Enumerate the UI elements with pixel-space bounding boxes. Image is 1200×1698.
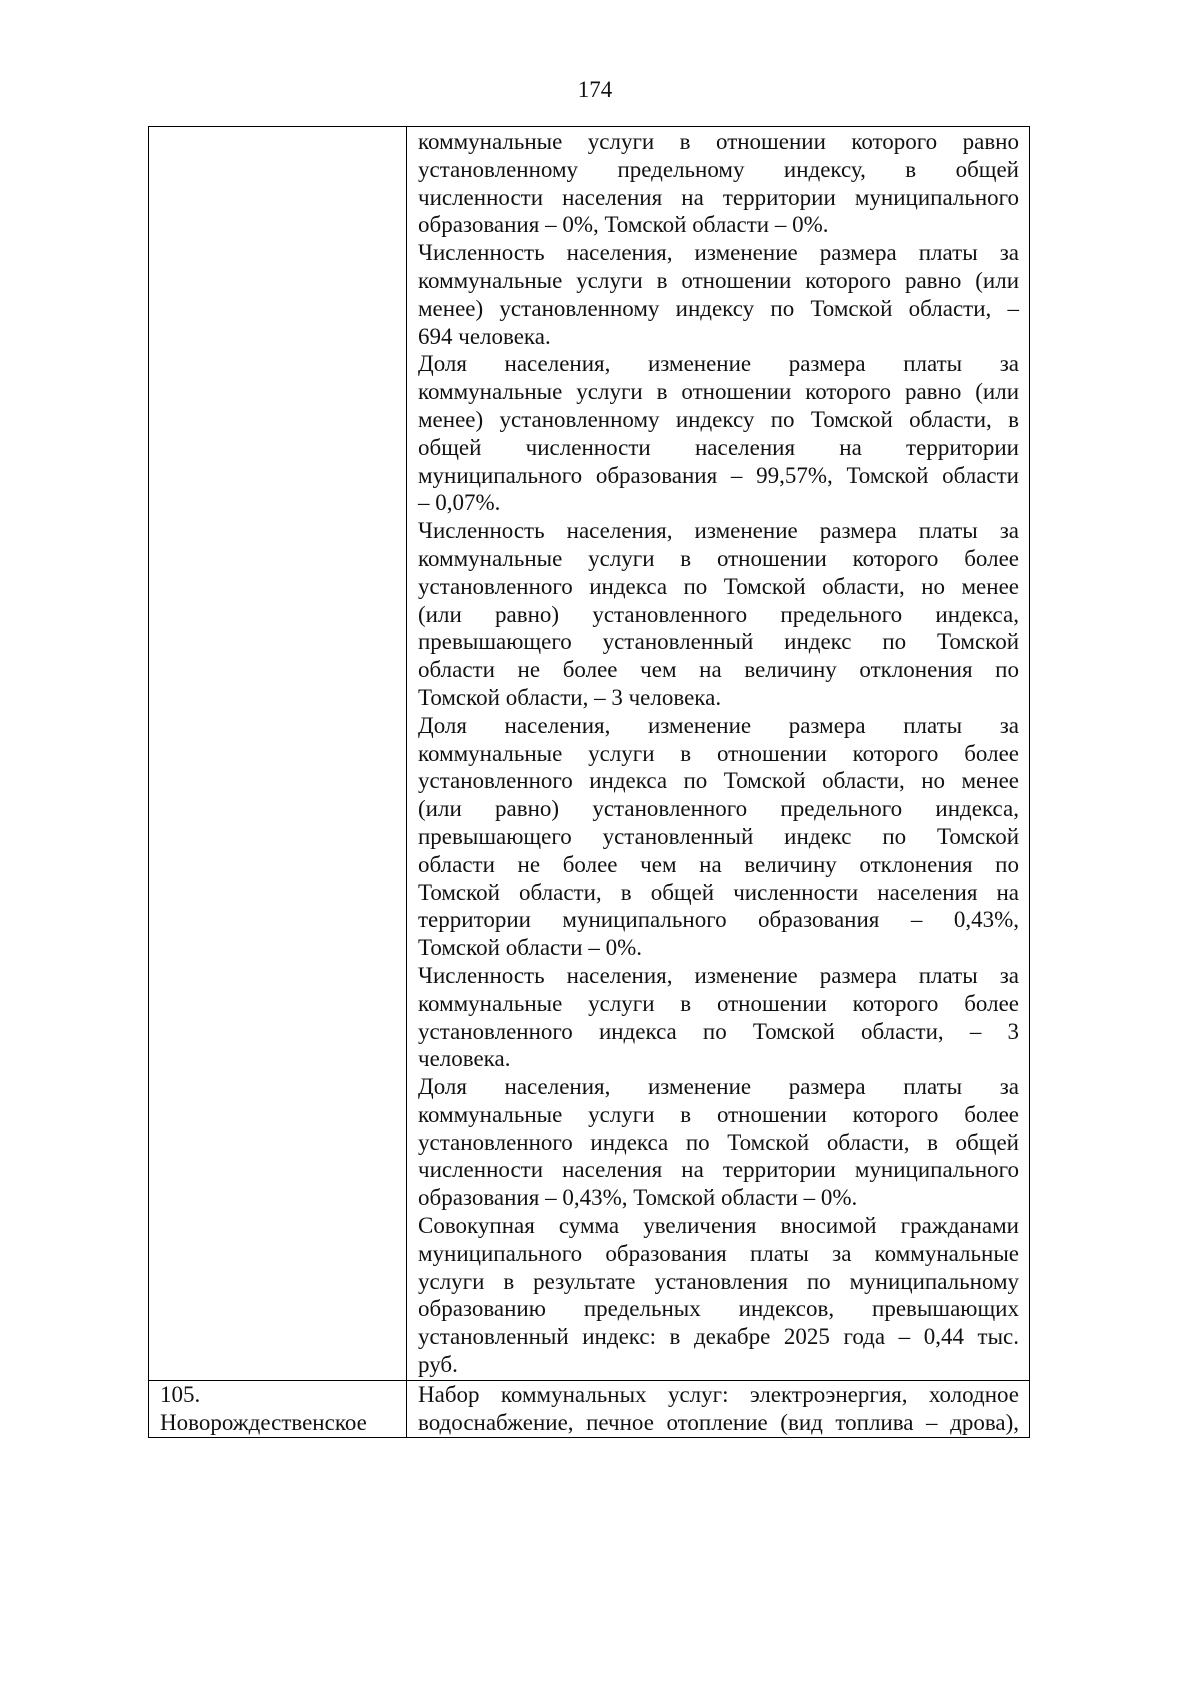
text-line: области не более чем на величину отклонения по: [418, 851, 1019, 877]
text-line: водоснабжение, печное отопление (вид топлива – дрова),: [418, 1409, 1019, 1435]
text-line: (или равно) установленного предельного индекса,: [418, 796, 1019, 822]
text-line: Численность населения, изменение размера платы за: [418, 240, 1019, 266]
text-line: коммунальные услуги в отношении которого более: [418, 1101, 1019, 1127]
text-line: превышающего установленный индекс по Томской: [418, 823, 1019, 849]
text-line: Набор коммунальных услуг: электроэнергия, холодное: [418, 1381, 1019, 1407]
text-line: Доля населения, изменение размера платы за: [418, 351, 1019, 377]
text-line: 694 человека.: [418, 323, 551, 349]
paragraph: [418, 1212, 1019, 1379]
text-line: Томской области, в общей численности населения на: [418, 879, 1019, 905]
description-cell: [407, 127, 1029, 1380]
text-line: превышающего установленный индекс по Томской: [418, 629, 1019, 655]
municipality-line: Новорождественское: [160, 1409, 367, 1435]
text-line: общей численности населения на территории: [418, 434, 1019, 460]
text-line: территории муниципального образования – 0,43%,: [418, 907, 1019, 933]
text-line: установленного индекса по Томской области, но менее: [418, 573, 1019, 599]
text-line: Совокупная сумма увеличения вносимой гражданами: [418, 1213, 1019, 1239]
text-line: коммунальные услуги в отношении которого более: [418, 990, 1019, 1016]
table-row: [149, 127, 1029, 1380]
text-line: образованию предельных индексов, превышающих: [418, 1296, 1019, 1322]
text-line: Численность населения, изменение размера платы за: [418, 518, 1019, 544]
text-line: коммунальные услуги в отношении которого более: [418, 740, 1019, 766]
text-line: установленного индекса по Томской области, – 3: [418, 1018, 1019, 1044]
text-line: Доля населения, изменение размера платы за: [418, 1074, 1019, 1100]
text-line: Томской области, – 3 человека.: [418, 684, 722, 710]
text-line: услуги в результате установления по муниципальному: [418, 1268, 1019, 1294]
text-line: Доля населения, изменение размера платы за: [418, 712, 1019, 738]
text-line: Томской области – 0%.: [418, 935, 643, 961]
text-line: установленному предельному индексу, в общей: [418, 156, 1019, 182]
text-line: численности населения на территории муниципального: [418, 184, 1019, 210]
paragraph: [418, 517, 1019, 712]
paragraph: [418, 712, 1019, 962]
text-line: коммунальные услуги в отношении которого более: [418, 545, 1019, 571]
text-line: Численность населения, изменение размера платы за: [418, 962, 1019, 988]
text-line: – 0,07%.: [418, 490, 501, 516]
text-line: муниципального образования платы за коммунальные: [418, 1240, 1019, 1266]
text-line: численности населения на территории муниципального: [418, 1157, 1019, 1183]
paragraph: [418, 1073, 1019, 1212]
text-line: коммунальные услуги в отношении которого равно (или: [418, 267, 1019, 293]
page-number: 174: [577, 77, 613, 102]
text-line: менее) установленному индексу по Томской области, –: [418, 295, 1019, 321]
text-line: руб.: [418, 1352, 458, 1378]
document-table: [148, 126, 1030, 1438]
municipality-line: 105.: [160, 1381, 201, 1407]
text-line: менее) установленному индексу по Томской области, в: [418, 406, 1019, 432]
text-line: коммунальные услуги в отношении которого равно (или: [418, 379, 1019, 405]
description-cell: [407, 1381, 1029, 1437]
text-line: образования – 0,43%, Томской области – 0%.: [418, 1185, 858, 1211]
text-line: установленного индекса по Томской области, в общей: [418, 1129, 1019, 1155]
paragraph: [418, 128, 1019, 239]
municipality-cell: [149, 1381, 407, 1437]
paragraph: [418, 962, 1019, 1073]
text-line: установленного индекса по Томской области, но менее: [418, 768, 1019, 794]
paragraph: [418, 239, 1019, 350]
table-row: [149, 1380, 1029, 1437]
text-line: человека.: [418, 1046, 511, 1072]
text-line: коммунальные услуги в отношении которого равно: [418, 129, 1019, 154]
text-line: установленный индекс: в декабре 2025 года – 0,44 тыс.: [418, 1324, 1019, 1350]
text-line: области не более чем на величину отклонения по: [418, 657, 1019, 683]
text-line: (или равно) установленного предельного индекса,: [418, 601, 1019, 627]
paragraph: [418, 1381, 1019, 1437]
municipality-cell: [149, 127, 407, 1380]
text-line: муниципального образования – 99,57%, Томской области: [418, 462, 1019, 488]
paragraph: [418, 350, 1019, 517]
text-line: образования – 0%, Томской области – 0%.: [418, 212, 829, 238]
